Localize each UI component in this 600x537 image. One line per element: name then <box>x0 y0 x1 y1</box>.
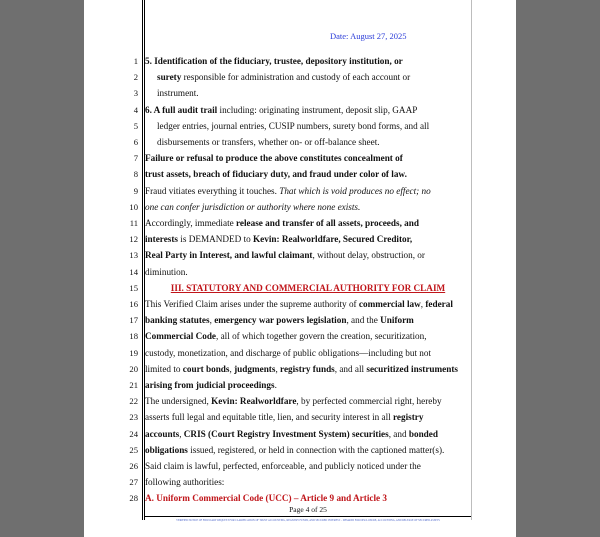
text-run: accounts <box>145 429 180 439</box>
text-run: commercial law <box>358 299 421 309</box>
text-run: bonded <box>408 429 438 439</box>
line-number: 19 <box>129 348 138 358</box>
line-number: 12 <box>129 234 138 244</box>
line-number: 17 <box>129 315 138 325</box>
text-run: , <box>209 315 215 325</box>
text-line <box>145 53 471 69</box>
text-run: Uniform <box>380 315 414 325</box>
text-line <box>157 134 471 150</box>
text-run: ledger entries, journal entries, CUSIP numbers, surety bond forms, and all <box>157 121 430 131</box>
text-run: . <box>274 380 277 390</box>
line-number: 3 <box>133 88 138 98</box>
line-number: 11 <box>129 218 138 228</box>
text-run: asserts full legal and equitable title, lien, and security interest in all <box>145 412 393 422</box>
text-run: limited to <box>145 364 183 374</box>
text-run: disbursements or transfers, whether on- or off-balance sheet. <box>157 137 380 147</box>
line-number: 1 <box>133 56 138 66</box>
line-number: 5 <box>133 121 138 131</box>
text-run: CRIS (Court Registry Investment System) securities <box>183 429 389 439</box>
text-line <box>145 183 471 199</box>
line-number: 21 <box>129 380 138 390</box>
text-run: diminution. <box>145 267 188 277</box>
line-number: 16 <box>129 299 138 309</box>
text-run: emergency war powers legislation <box>214 315 347 325</box>
text-line <box>145 409 471 425</box>
text-run: registry funds <box>280 364 335 374</box>
line-number: 20 <box>129 364 138 374</box>
line-number: 8 <box>133 169 138 179</box>
text-line <box>145 490 471 506</box>
text-line <box>145 393 471 409</box>
text-run: custody, monetization, and discharge of public obligations—including but not <box>145 348 432 358</box>
document-date: Date: August 27, 2025 <box>330 31 407 41</box>
line-number: 2 <box>133 72 138 82</box>
text-line <box>145 426 471 442</box>
text-line <box>145 231 471 247</box>
text-run: Fraud vitiates everything it touches. <box>145 186 280 196</box>
text-run: Kevin: Realworldfare <box>211 396 297 406</box>
line-number: 4 <box>133 105 138 115</box>
text-run: 6. A full audit trail <box>145 105 218 115</box>
text-run: , and all <box>334 364 367 374</box>
line-number: 24 <box>129 429 138 439</box>
line-number: 25 <box>129 445 138 455</box>
text-run: including: originating instrument, deposit slip, GAAP <box>217 105 418 115</box>
text-run: interests <box>145 234 178 244</box>
text-line <box>145 199 471 215</box>
text-line <box>145 280 471 296</box>
text-line <box>145 215 471 231</box>
text-line <box>145 377 471 393</box>
text-run: following authorities: <box>145 477 225 487</box>
footer-fine-print: VERIFIED NOTICE OF FIDUCIARY REQUEST FOR CLARIFICATION OF TRUST ACCOUNTING, REGISTRY FUNDS, AND SECURED INTEREST – DEMAND FOR DISCLOSURE, ACCOUNTING, AND RELEASE OF SECURED ASSETS <box>176 519 440 522</box>
text-run: judgments <box>234 364 276 374</box>
text-run: issued, registered, or held in connection with the captioned matter(s). <box>187 445 445 455</box>
line-number: 18 <box>129 331 138 341</box>
line-number: 27 <box>129 477 138 487</box>
text-run: Kevin: Realworldfare, Secured Creditor, <box>253 234 413 244</box>
text-run: , <box>229 364 235 374</box>
text-run: , all of which together govern the creation, securitization, <box>216 331 427 341</box>
margin-rule-right <box>471 0 472 520</box>
line-number: 14 <box>129 267 138 277</box>
line-number: 26 <box>129 461 138 471</box>
text-run: trust assets, breach of fiduciary duty, and fraud under color of law. <box>145 169 407 179</box>
text-line <box>145 328 471 344</box>
text-run: release and transfer of all assets, proceeds, and <box>236 218 419 228</box>
text-run: federal <box>425 299 453 309</box>
text-run: This Verified Claim arises under the supreme authority of <box>145 299 359 309</box>
text-line <box>145 442 471 458</box>
text-run: The undersigned, <box>145 396 212 406</box>
text-run: , <box>179 429 184 439</box>
text-line <box>145 345 471 361</box>
text-run: Said claim is lawful, perfected, enforceable, and publicly noticed under the <box>145 461 421 471</box>
text-run: instrument. <box>157 88 199 98</box>
text-line <box>157 118 471 134</box>
text-run: one can confer jurisdiction or authority where none exists. <box>145 202 361 212</box>
text-run: Commercial Code <box>145 331 217 341</box>
text-run: registry <box>393 412 424 422</box>
text-line <box>145 296 471 312</box>
text-run: Failure or refusal to produce the above constitutes concealment of <box>145 153 403 163</box>
text-run: , <box>420 299 426 309</box>
line-number: 6 <box>133 137 138 147</box>
text-run: , by perfected commercial right, hereby <box>296 396 442 406</box>
text-line <box>145 458 471 474</box>
line-number: 10 <box>129 202 138 212</box>
text-run: A. Uniform Commercial Code (UCC) – Article 9 and Article 3 <box>145 493 387 503</box>
text-line <box>145 264 471 280</box>
line-number: 22 <box>129 396 138 406</box>
text-run: is DEMANDED to <box>178 234 254 244</box>
text-line <box>157 85 471 101</box>
text-run: obligations <box>145 445 188 455</box>
text-run: , and <box>388 429 409 439</box>
line-number: 23 <box>129 412 138 422</box>
text-run: That which is void produces no effect; no <box>279 186 431 196</box>
margin-rule-left <box>142 0 143 520</box>
text-line <box>145 312 471 328</box>
text-run: , <box>275 364 281 374</box>
text-run: , and the <box>346 315 381 325</box>
text-run: Real Party in Interest, and lawful claimant <box>145 250 313 260</box>
text-run: , without delay, obstruction, or <box>312 250 425 260</box>
text-line <box>145 247 471 263</box>
text-run: arising from judicial proceedings <box>145 380 275 390</box>
footer-rule <box>145 516 471 517</box>
line-number: 28 <box>129 493 138 503</box>
text-run: court bonds <box>182 364 230 374</box>
text-line <box>145 150 471 166</box>
text-line <box>145 102 471 118</box>
text-run: 5. Identification of the fiduciary, trustee, depository institution, or <box>145 56 403 66</box>
section-heading: III. STATUTORY AND COMMERCIAL AUTHORITY FOR CLAIM <box>170 283 446 293</box>
line-number: 9 <box>133 186 138 196</box>
text-run: surety <box>157 72 182 82</box>
line-number: 13 <box>129 250 138 260</box>
text-line <box>145 361 471 377</box>
text-run: securitized instruments <box>366 364 458 374</box>
text-line <box>157 69 471 85</box>
text-run: responsible for administration and custody of each account or <box>181 72 411 82</box>
text-line <box>145 166 471 182</box>
text-run: Accordingly, immediate <box>145 218 236 228</box>
text-line <box>145 474 471 490</box>
line-number: 7 <box>133 153 138 163</box>
line-number: 15 <box>129 283 138 293</box>
page-number: Page 4 of 25 <box>289 505 327 514</box>
text-run: banking statutes <box>145 315 210 325</box>
